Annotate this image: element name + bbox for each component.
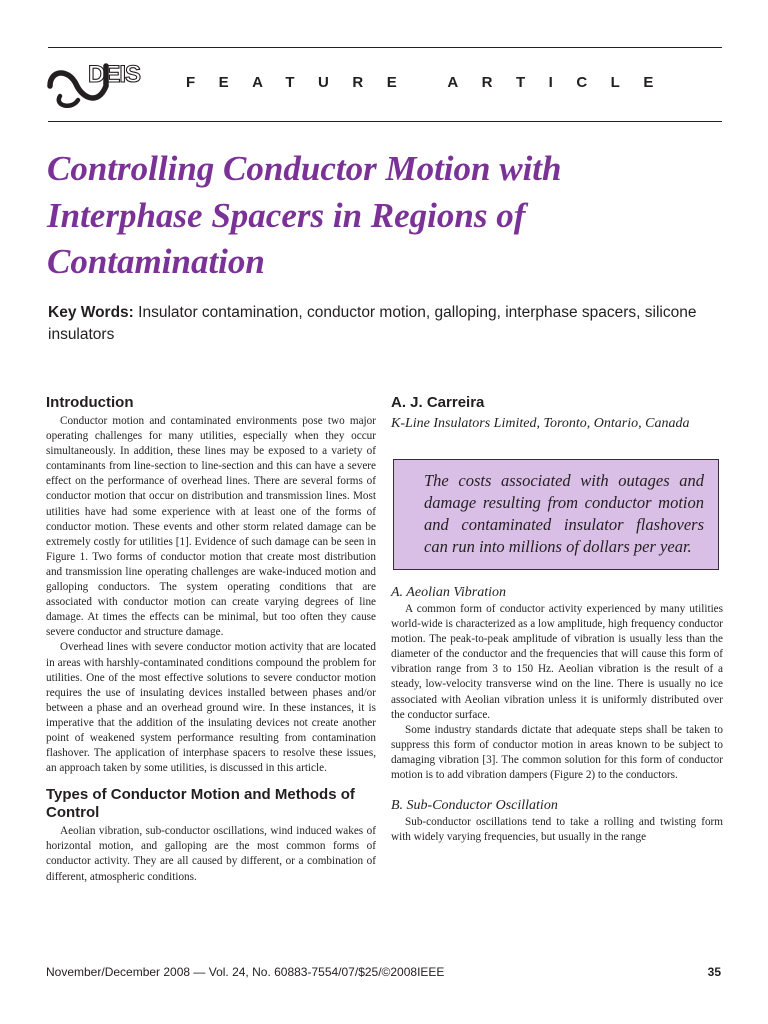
keywords <box>48 302 708 346</box>
top-rule <box>48 47 722 48</box>
subsection-heading-subconductor: B. Sub-Conductor Oscillation <box>391 798 558 814</box>
intro-paragraph-1: Conductor motion and contaminated environments pose two major operating challenges for many utilities, especially when they occur simultaneously. In addition, these lines may be exposed to a variety of contaminants from line-section to line-section and this can have a severe effect on the performance of overhead lines. There are several forms of conductor motion that occur on distribution and transmission lines. Most utilities have had some experience with at least one of the forms of conductor motion. These events and other storm related damage can be extremely costly for utilities [1]. Evidence of such damage can be seen in Figure 1. Two forms of conductor motion that create most distribution and transmission line operating challenges are wake-induced motion and galloping conductors. The system operating conditions that are associated with conductor motion can create varying degrees of line damage. At times the effects can be minimal, but too often they cause severe conductor and structure damage. <box>46 415 376 639</box>
section-label: FEATURE ARTICLE <box>186 74 677 91</box>
left-column <box>46 394 376 885</box>
types-paragraph-1: Aeolian vibration, sub-conductor oscillations, wind induced wakes of horizontal motion, and galloping are the most common forms of conductor activity. They are all caused by different, or a combination of different, atmospheric conditions. <box>46 825 376 883</box>
subsection-heading-aeolian: A. Aeolian Vibration <box>391 585 506 600</box>
section-heading-types: Types of Conductor Motion and Methods of Control <box>46 786 355 822</box>
aeolian-paragraph-2: Some industry standards dictate that adequate steps shall be taken to suppress this form of conductor motion in areas known to be subject to damaging vibration [3]. The common solution for this form of conductor motion is to add vibration dampers (Figure 2) to the conductors. <box>391 723 723 782</box>
footer-issue-info: November/December 2008 — Vol. 24, No. 60883-7554/07/$25/©2008IEEE <box>46 965 445 979</box>
keywords-text: Insulator contamination, conductor motion, galloping, interphase spacers, silicone insulators <box>48 304 697 343</box>
article-title: Controlling Conductor Motion with Interphase Spacers in Regions of Contamination <box>47 149 562 281</box>
aeolian-paragraph-1: A common form of conductor activity experienced by many utilities world-wide is characterized as a low amplitude, high frequency conductor motion. The peak-to-peak amplitude of vibration is usually less than the diameter of the conductor and the frequencies that will cause this form of vibration range from 3 to 150 Hz. Aeolian vibration is the result of a steady, low-velocity transverse wind on the line. There is usually no ice associated with Aeolian vibration unless it is uniformly distributed over the conductor surface. <box>391 603 723 721</box>
deis-logo <box>46 56 146 112</box>
author-name: A. J. Carreira <box>391 394 485 411</box>
logo-lettering: DEIS <box>88 61 141 88</box>
section-heading-introduction: Introduction <box>46 394 134 411</box>
page-number: 35 <box>707 965 721 979</box>
author-affiliation: K-Line Insulators Limited, Toronto, Ontario, Canada <box>391 416 690 431</box>
pull-quote: The costs associated with outages and damage resulting from conductor motion and contaminated insulator flashovers can run into millions of dollars per year. <box>393 459 719 570</box>
header-rule <box>48 121 722 122</box>
intro-paragraph-2: Overhead lines with severe conductor motion activity that are located in areas with harshly-contaminated conditions compound the problem for utilities. One of the most effective solutions to severe conductor motion requires the use of insulating devices installed between phases and/or between a phase and an overhead ground wire. In these instances, it is imperative that the addition of the insulating devices not create another point of weakened system performance resulting from contamination flashover. The application of interphase spacers to resolve these issues, an approach taken by some utilities, is discussed in this article. <box>46 641 376 775</box>
right-column <box>391 394 723 845</box>
subconductor-paragraph-1: Sub-conductor oscillations tend to take a rolling and twisting form with widely varying frequencies, but usually in the range <box>391 816 723 844</box>
keywords-label: Key Words: <box>48 304 134 321</box>
